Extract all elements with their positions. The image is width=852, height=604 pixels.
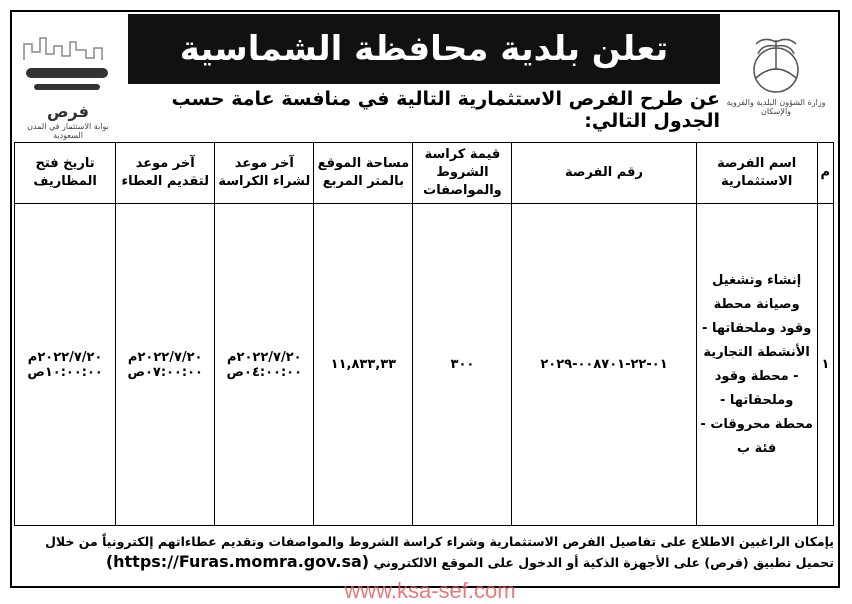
cell-area: ١١,٨٣٣,٣٣ [314, 204, 413, 526]
header-submission-deadline: آخر موعد لتقديم العطاء [116, 143, 215, 204]
footer-line-2-text: تحميل تطبيق (فرص) على الأجهزة الذكية أو الدخول على الموقع الالكتروني [373, 555, 834, 570]
announcement-title: تعلن بلدية محافظة الشماسية [128, 14, 720, 84]
header-price: قيمة كراسة الشروط والمواصفات [413, 143, 512, 204]
header-purchase-deadline: آخر موعد لشراء الكراسة [215, 143, 314, 204]
furas-brand-text: فرص [47, 102, 89, 121]
cell-index: ١ [817, 204, 833, 526]
header-area: مساحة الموقع بالمتر المربع [314, 143, 413, 204]
header-number: رقم الفرصة [512, 143, 696, 204]
purchase-date: ٢٠٢٢/٧/٢٠م [227, 349, 302, 365]
table-header-row [15, 143, 834, 204]
furas-url-link[interactable]: (https://Furas.momra.gov.sa) [105, 552, 370, 571]
purchase-time: ٠٤:٠٠:٠٠ص [226, 364, 303, 380]
furas-skyline-icon [14, 30, 122, 100]
cell-number: ٠١-٢٢-٠٠٨٧٠١-٢٠٢٩ [512, 204, 696, 526]
cell-price: ٣٠٠ [413, 204, 512, 526]
site-watermark: www.ksa-sef.com [344, 578, 516, 603]
ministry-logo [726, 30, 826, 130]
opening-time: ١٠:٠٠:٠٠ص [27, 364, 103, 380]
furas-logo [14, 30, 122, 140]
header-name: اسم الفرصة الاستثمارية [696, 143, 817, 204]
table-row [15, 204, 834, 526]
ministry-caption: وزارة الشؤون البلدية والقروية والإسكان [726, 98, 826, 116]
cell-purchase-deadline [215, 204, 314, 526]
furas-caption: بوابة الاستثمار في المدن السعودية [27, 122, 109, 140]
footer-line-1: يإمكان الراغبين الاطلاع على تفاصيل الفرص الاستثمارية وشراء كراسة الشروط والمواصفات وتقديم عطاءاتهم إلكترونياً من خلال [45, 534, 834, 549]
cell-submission-deadline [116, 204, 215, 526]
cell-name: إنشاء وتشغيل وصيانة محطة وقود وملحقاتها - الأنشطة التجارية - محطة وقود وملحقاتها - محطة محروقات - فئة ب [696, 204, 817, 526]
submission-date: ٢٠٢٢/٧/٢٠م [127, 349, 203, 365]
header-opening-date: تاريخ فتح المظاريف [15, 143, 116, 204]
announcement-subtitle: عن طرح الفرص الاستثمارية التالية في منافسة عامة حسب الجدول التالي: [171, 88, 720, 132]
footer-line-2 [14, 552, 834, 573]
footer-note [14, 532, 834, 582]
submission-time: ٠٧:٠٠:٠٠ص [127, 364, 203, 380]
palm-swords-emblem-icon [726, 30, 826, 96]
cell-opening-date [15, 204, 116, 526]
opportunities-table [14, 142, 834, 526]
header-index: م [817, 143, 833, 204]
opening-date: ٢٠٢٢/٧/٢٠م [27, 349, 103, 365]
